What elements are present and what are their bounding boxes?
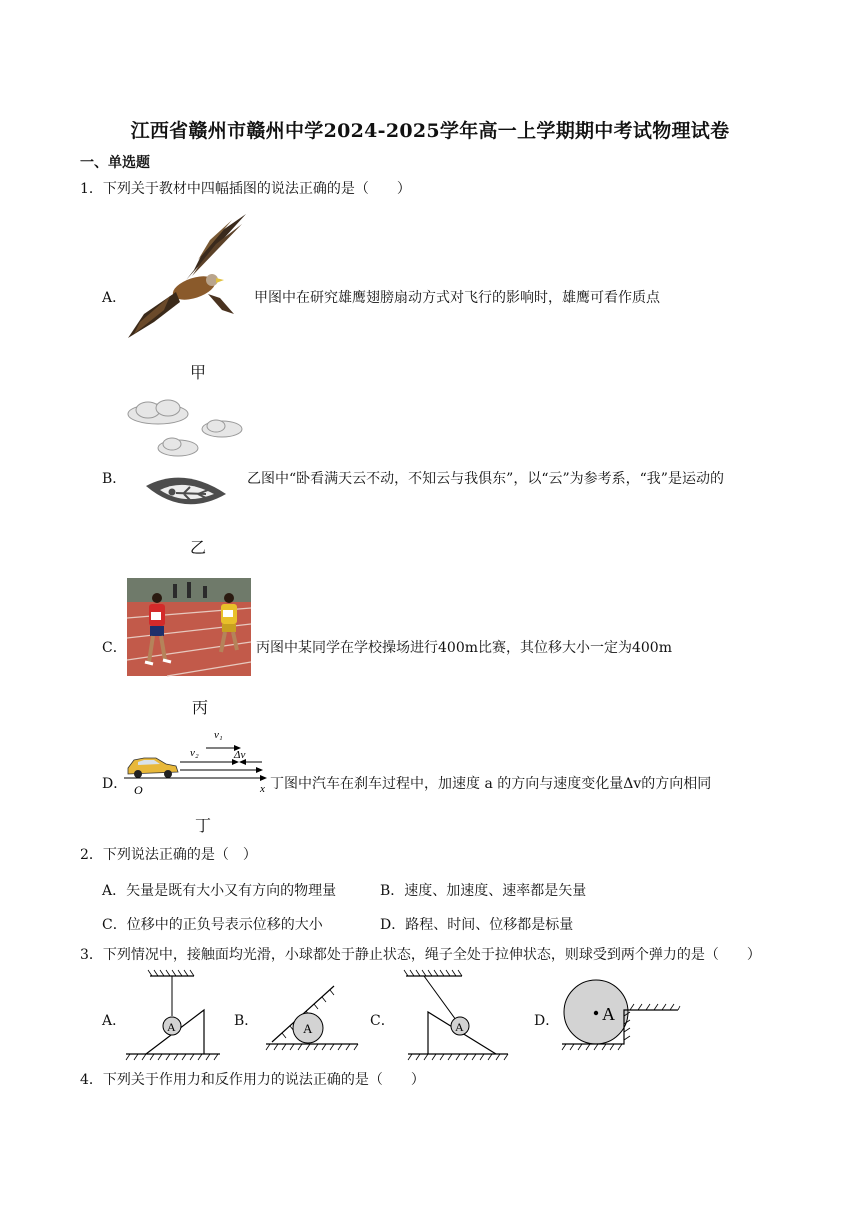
q1-option-d-letter: D． bbox=[102, 776, 128, 792]
q1-figure-a-caption: 甲 bbox=[190, 363, 207, 382]
question-1-stem: 1．下列关于教材中四幅插图的说法正确的是（ ） bbox=[80, 181, 411, 197]
q3-figure-a bbox=[124, 970, 220, 1060]
clouds-boat-image bbox=[124, 398, 248, 520]
q1-option-b-text: 乙图中“卧看满天云不动，不知云与我俱东”，以“云”为参考系，“我”是运动的 bbox=[247, 471, 724, 487]
q2-option-a bbox=[102, 880, 336, 900]
q3-option-d-letter: D． bbox=[534, 1013, 560, 1029]
q3a-ball-label: A bbox=[167, 1020, 176, 1034]
q1-option-c-text: 丙图中某同学在学校操场进行400m比赛，其位移大小一定为400m bbox=[256, 640, 672, 656]
question-2-stem: 2．下列说法正确的是（ ） bbox=[80, 847, 257, 863]
v2-label: v₂ bbox=[190, 747, 199, 759]
q1-option-a-letter: A． bbox=[102, 290, 127, 306]
section-heading: 一、单选题 bbox=[80, 155, 150, 171]
q2-option-c bbox=[102, 914, 323, 934]
runners-image bbox=[127, 578, 251, 676]
q1-figure-d-caption: 丁 bbox=[195, 816, 212, 835]
q1-figure-b-caption: 乙 bbox=[190, 538, 207, 557]
question-4-stem: 4．下列关于作用力和反作用力的说法正确的是（ ） bbox=[80, 1072, 425, 1088]
q2-option-b-letter: B． bbox=[380, 883, 405, 899]
q3-figure-b bbox=[262, 980, 362, 1052]
q3-figure-d bbox=[558, 974, 680, 1054]
q2-option-d-letter: D． bbox=[380, 917, 406, 933]
q3c-ball-label: A bbox=[455, 1020, 464, 1034]
q3b-ball-label: A bbox=[303, 1021, 313, 1036]
q1-option-a-text: 甲图中在研究雄鹰翅膀扇动方式对飞行的影响时，雄鹰可看作质点 bbox=[254, 290, 660, 306]
q3-option-b-letter: B． bbox=[234, 1013, 259, 1029]
q3-figure-c bbox=[400, 970, 512, 1062]
q2-option-d-text: 路程、时间、位移都是标量 bbox=[405, 917, 574, 933]
q1-figure-c-caption: 丙 bbox=[192, 698, 209, 717]
q2-option-a-text: 矢量是既有大小又有方向的物理量 bbox=[126, 883, 337, 899]
q2-option-c-letter: C． bbox=[102, 917, 127, 933]
x-axis-label: x bbox=[260, 783, 265, 795]
origin-label: O bbox=[134, 783, 143, 797]
q1-option-d-text: 丁图中汽车在刹车过程中，加速度 a 的方向与速度变化量Δv的方向相同 bbox=[270, 776, 712, 792]
delta-v-label: Δv bbox=[234, 749, 246, 761]
q2-option-b bbox=[380, 880, 586, 900]
q2-option-a-letter: A． bbox=[102, 883, 127, 899]
v1-label: v₁ bbox=[214, 729, 223, 741]
q2-option-c-text: 位移中的正负号表示位移的大小 bbox=[126, 917, 323, 933]
q2-option-d bbox=[380, 914, 573, 934]
q1-option-c-letter: C． bbox=[102, 640, 127, 656]
q3d-ball-label: A bbox=[602, 1004, 615, 1024]
q2-option-b-text: 速度、加速度、速率都是矢量 bbox=[404, 883, 587, 899]
q1-option-b-letter: B． bbox=[102, 471, 127, 487]
q3-option-c-letter: C． bbox=[370, 1013, 395, 1029]
question-3-stem: 3．下列情况中，接触面均光滑，小球都处于静止状态，绳子全处于拉伸状态，则球受到两个弹力的是（ ） bbox=[80, 947, 761, 963]
eagle-image bbox=[124, 210, 254, 345]
page-title: 江西省赣州市赣州中学2024-2025学年高一上学期期中考试物理试卷 bbox=[130, 120, 730, 142]
q3-option-a-letter: A． bbox=[102, 1013, 127, 1029]
car-velocity-diagram bbox=[122, 724, 272, 796]
